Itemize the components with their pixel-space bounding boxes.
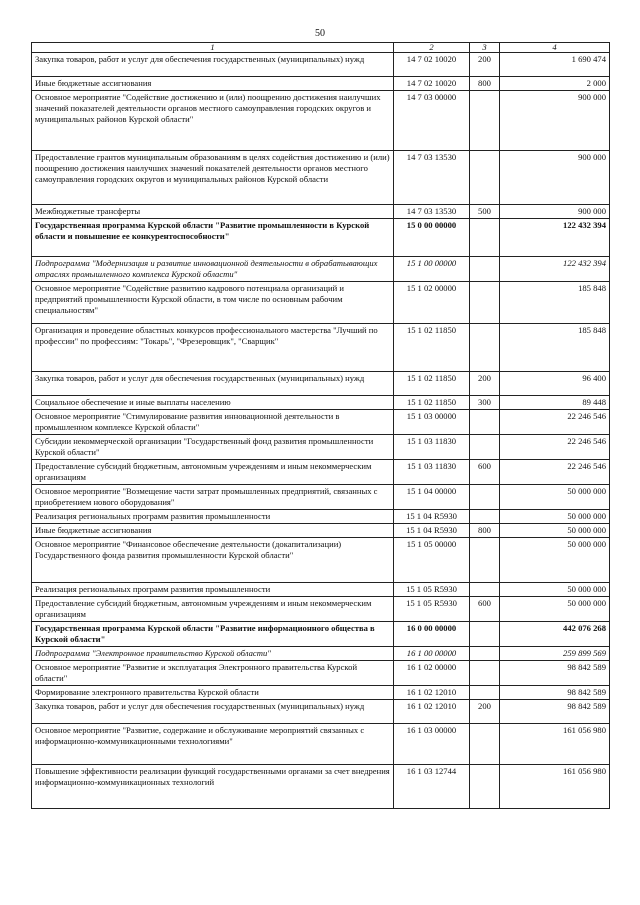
row-sum: 22 246 546	[500, 410, 610, 435]
row-type	[470, 724, 500, 765]
row-code: 15 1 04 R5930	[394, 524, 470, 538]
table-row	[32, 622, 610, 647]
row-sum: 98 842 589	[500, 661, 610, 686]
row-type	[470, 485, 500, 510]
table-row	[32, 91, 610, 151]
row-code: 16 1 02 12010	[394, 686, 470, 700]
header-col-sum: 4	[500, 43, 610, 53]
row-code: 15 1 04 00000	[394, 485, 470, 510]
row-name: Реализация региональных программ развития промышленности	[32, 583, 394, 597]
row-type	[470, 324, 500, 372]
row-name: Повышение эффективности реализации функций государственными органами за счет внедрения информационно-коммуникационных технологий	[32, 765, 394, 809]
row-type: 300	[470, 396, 500, 410]
row-name: Основное мероприятие "Содействие достижению и (или) поощрению достижения наилучших значений показателей деятельности органов местного самоуправления городских округов и муниципальных районов Курской области"	[32, 91, 394, 151]
row-code: 16 1 03 12744	[394, 765, 470, 809]
row-code: 15 1 05 R5930	[394, 583, 470, 597]
row-type	[470, 151, 500, 205]
row-code: 15 1 03 00000	[394, 410, 470, 435]
row-type: 600	[470, 460, 500, 485]
row-code: 16 1 02 00000	[394, 661, 470, 686]
row-name: Закупка товаров, работ и услуг для обеспечения государственных (муниципальных) нужд	[32, 53, 394, 77]
row-name: Предоставление субсидий бюджетным, автономным учреждениям и иным некоммерческим организациям	[32, 460, 394, 485]
table-row	[32, 686, 610, 700]
row-sum: 161 056 980	[500, 724, 610, 765]
row-name: Межбюджетные трансферты	[32, 205, 394, 219]
row-sum: 185 848	[500, 282, 610, 324]
row-name: Основное мероприятие "Развитие, содержание и обслуживание мероприятий связанных с информационно-коммуникационными технологиями"	[32, 724, 394, 765]
row-sum: 259 899 569	[500, 647, 610, 661]
row-name: Государственная программа Курской области "Развитие промышленности в Курской области и повышение ее конкурентоспособности"	[32, 219, 394, 257]
table-row	[32, 324, 610, 372]
row-type	[470, 583, 500, 597]
row-type: 200	[470, 372, 500, 396]
row-code: 15 1 05 00000	[394, 538, 470, 583]
row-code: 16 1 00 00000	[394, 647, 470, 661]
row-sum: 22 246 546	[500, 435, 610, 460]
table-row	[32, 485, 610, 510]
table-row	[32, 597, 610, 622]
header-col-type: 3	[470, 43, 500, 53]
row-code: 14 7 02 10020	[394, 77, 470, 91]
row-code: 15 1 02 00000	[394, 282, 470, 324]
row-type: 200	[470, 700, 500, 724]
row-type	[470, 257, 500, 282]
row-sum: 50 000 000	[500, 597, 610, 622]
row-name: Реализация региональных программ развития промышленности	[32, 510, 394, 524]
row-sum: 122 432 394	[500, 257, 610, 282]
row-code: 14 7 03 00000	[394, 91, 470, 151]
row-sum: 98 842 589	[500, 686, 610, 700]
row-name: Подпрограмма "Электронное правительство Курской области"	[32, 647, 394, 661]
row-sum: 50 000 000	[500, 485, 610, 510]
table-row	[32, 151, 610, 205]
table-row	[32, 205, 610, 219]
row-type	[470, 435, 500, 460]
table-row	[32, 647, 610, 661]
row-sum: 185 848	[500, 324, 610, 372]
row-code: 15 1 02 11850	[394, 396, 470, 410]
row-type	[470, 510, 500, 524]
row-name: Государственная программа Курской области "Развитие информационного общества в Курской области"	[32, 622, 394, 647]
table-row	[32, 700, 610, 724]
row-type: 800	[470, 524, 500, 538]
row-type	[470, 686, 500, 700]
row-type	[470, 219, 500, 257]
row-name: Закупка товаров, работ и услуг для обеспечения государственных (муниципальных) нужд	[32, 372, 394, 396]
table-body	[32, 53, 610, 809]
row-sum: 1 690 474	[500, 53, 610, 77]
row-name: Основное мероприятие "Развитие и эксплуатация Электронного правительства Курской области"	[32, 661, 394, 686]
table-row	[32, 257, 610, 282]
row-code: 16 1 03 00000	[394, 724, 470, 765]
row-sum: 50 000 000	[500, 538, 610, 583]
row-type	[470, 765, 500, 809]
row-name: Основное мероприятие "Финансовое обеспечение деятельности (докапитализации) Государственного фонда развития промышленности Курской области"	[32, 538, 394, 583]
table-row	[32, 724, 610, 765]
row-sum: 900 000	[500, 91, 610, 151]
row-sum: 442 076 268	[500, 622, 610, 647]
row-type	[470, 410, 500, 435]
row-name: Основное мероприятие "Стимулирование развития инновационной деятельности в промышленном комплексе Курской области"	[32, 410, 394, 435]
table-row	[32, 282, 610, 324]
table-row	[32, 538, 610, 583]
row-code: 15 1 02 11850	[394, 372, 470, 396]
row-sum: 900 000	[500, 205, 610, 219]
row-code: 15 1 00 00000	[394, 257, 470, 282]
row-type	[470, 282, 500, 324]
row-type	[470, 538, 500, 583]
row-code: 14 7 03 13530	[394, 205, 470, 219]
table-row	[32, 765, 610, 809]
table-row	[32, 583, 610, 597]
row-code: 15 1 03 11830	[394, 435, 470, 460]
header-col-code: 2	[394, 43, 470, 53]
row-sum: 50 000 000	[500, 583, 610, 597]
row-sum: 2 000	[500, 77, 610, 91]
row-code: 16 0 00 00000	[394, 622, 470, 647]
row-type	[470, 647, 500, 661]
row-name: Основное мероприятие "Возмещение части затрат промышленных предприятий, связанных с приобретением нового оборудования"	[32, 485, 394, 510]
row-name: Предоставление грантов муниципальным образованиям в целях содействия достижению и (или) поощрению достижения наилучших значений показателей деятельности органов местного самоуправления городских округов и муниципальных районов Курской области	[32, 151, 394, 205]
row-name: Иные бюджетные ассигнования	[32, 524, 394, 538]
row-name: Закупка товаров, работ и услуг для обеспечения государственных (муниципальных) нужд	[32, 700, 394, 724]
table-row	[32, 410, 610, 435]
row-name: Формирование электронного правительства Курской области	[32, 686, 394, 700]
row-type: 500	[470, 205, 500, 219]
row-name: Предоставление субсидий бюджетным, автономным учреждениям и иным некоммерческим организациям	[32, 597, 394, 622]
table-row	[32, 460, 610, 485]
row-type	[470, 661, 500, 686]
row-code: 15 1 05 R5930	[394, 597, 470, 622]
row-type	[470, 622, 500, 647]
row-code: 14 7 03 13530	[394, 151, 470, 205]
table-row	[32, 77, 610, 91]
row-name: Субсидии некоммерческой организации "Государственный фонд развития промышленности Курской области"	[32, 435, 394, 460]
table-row	[32, 396, 610, 410]
table-row	[32, 524, 610, 538]
row-type: 800	[470, 77, 500, 91]
row-sum: 96 400	[500, 372, 610, 396]
row-code: 14 7 02 10020	[394, 53, 470, 77]
row-code: 16 1 02 12010	[394, 700, 470, 724]
row-sum: 50 000 000	[500, 524, 610, 538]
row-sum: 900 000	[500, 151, 610, 205]
row-type	[470, 91, 500, 151]
table-header-row	[32, 43, 610, 53]
row-code: 15 1 03 11830	[394, 460, 470, 485]
table-row	[32, 219, 610, 257]
page-number: 50	[315, 28, 325, 39]
row-name: Социальное обеспечение и иные выплаты населению	[32, 396, 394, 410]
row-sum: 22 246 546	[500, 460, 610, 485]
table-row	[32, 53, 610, 77]
row-name: Иные бюджетные ассигнования	[32, 77, 394, 91]
row-sum: 89 448	[500, 396, 610, 410]
row-name: Подпрограмма "Модернизация и развитие инновационной деятельности в обрабатывающих отраслях промышленного комплекса Курской области"	[32, 257, 394, 282]
row-code: 15 1 04 R5930	[394, 510, 470, 524]
row-sum: 122 432 394	[500, 219, 610, 257]
table-row	[32, 435, 610, 460]
row-code: 15 0 00 00000	[394, 219, 470, 257]
row-type: 600	[470, 597, 500, 622]
budget-table	[31, 42, 610, 809]
table-row	[32, 661, 610, 686]
row-type: 200	[470, 53, 500, 77]
row-sum: 50 000 000	[500, 510, 610, 524]
row-code: 15 1 02 11850	[394, 324, 470, 372]
row-sum: 161 056 980	[500, 765, 610, 809]
row-name: Организация и проведение областных конкурсов профессионального мастерства "Лучший по профессии" по профессиям: "Токарь", "Фрезеровщик", "Сварщик"	[32, 324, 394, 372]
row-name: Основное мероприятие "Содействие развитию кадрового потенциала организаций и предприятий промышленности Курской области, в том числе по основным рабочим специальностям"	[32, 282, 394, 324]
header-col-name: 1	[32, 43, 394, 53]
row-sum: 98 842 589	[500, 700, 610, 724]
table-row	[32, 372, 610, 396]
table-row	[32, 510, 610, 524]
